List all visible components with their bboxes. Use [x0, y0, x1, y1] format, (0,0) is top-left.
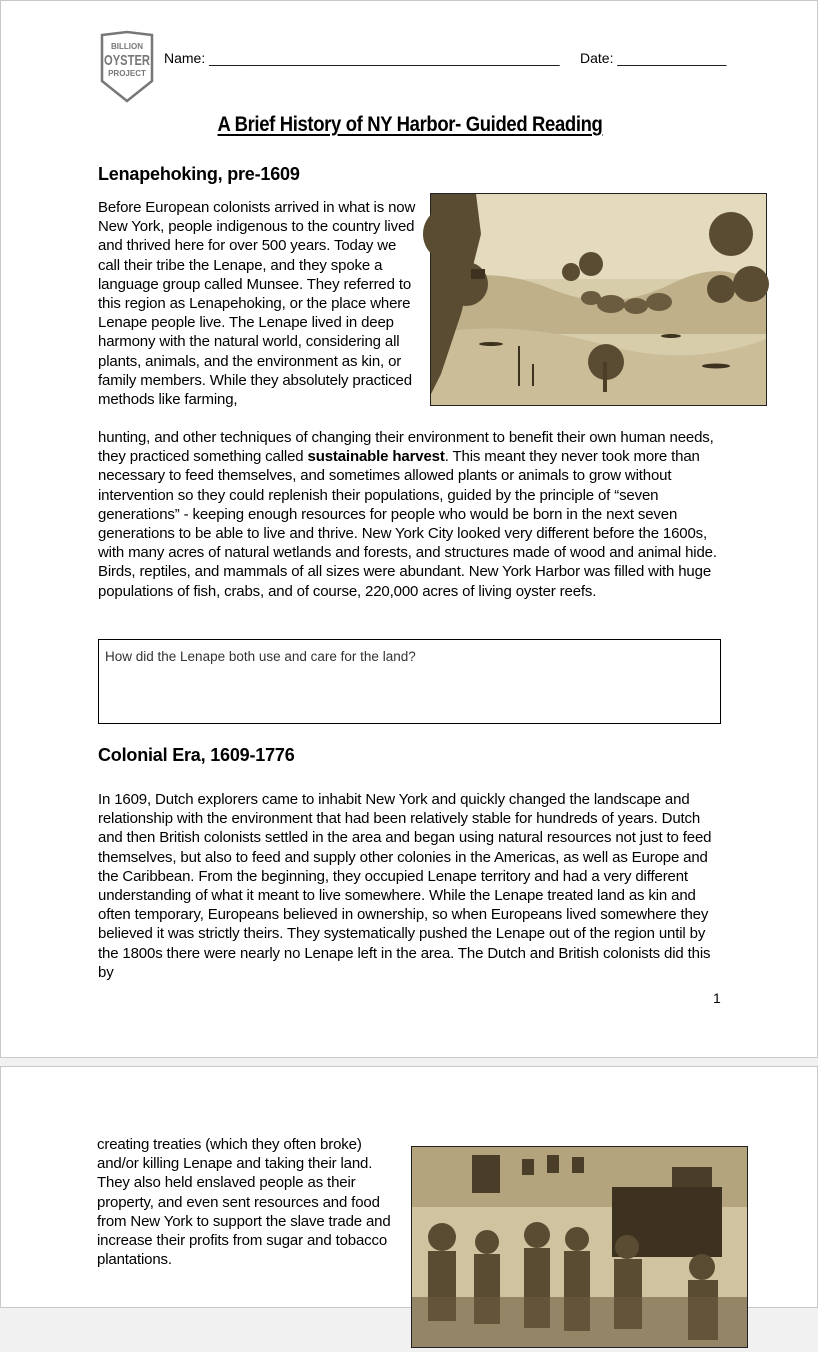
logo-text-billion: BILLION	[111, 42, 143, 51]
question-prompt: How did the Lenape both use and care for the land?	[105, 649, 416, 664]
page-title: A Brief History of NY Harbor- Guided Reading	[217, 113, 603, 136]
question-answer-box[interactable]	[98, 639, 721, 724]
logo-text-project: PROJECT	[108, 69, 146, 78]
date-field-label: Date: ______________	[580, 50, 727, 66]
section-heading-colonial-era: Colonial Era, 1609-1776	[98, 745, 295, 765]
section1-text-a: hunting, and other techniques of changing their environment to benefit their own human needs, they practiced something called	[98, 429, 714, 466]
billion-oyster-project-logo	[99, 31, 155, 103]
page2-paragraph: creating treaties (which they often broke) and/or killing Lenape and taking their land. They also held enslaved people as their property, and even sent resources and food from New York to support the slave trade and increase their profits from sugar and tobacco plantations.	[97, 1136, 391, 1269]
lenape-landscape-engraving	[430, 193, 767, 406]
sustainable-harvest-term: sustainable harvest	[307, 448, 445, 466]
name-field-label: Name: _____________________________________________	[164, 50, 560, 66]
section-heading-lenapehoking: Lenapehoking, pre-1609	[98, 164, 300, 184]
section1-paragraph-rest	[98, 428, 726, 601]
logo-text-oyster: OYSTER	[104, 52, 151, 69]
colonial-tavern-engraving	[411, 1146, 748, 1348]
section2-paragraph: In 1609, Dutch explorers came to inhabit New York and quickly changed the landscape and relationship with the environment that had been relatively stable for hundreds of years. Dutch and then British colonists settled in the area and began using natural resources not just to feed themselves, but also to feed and supply other colonies in the Americas, as well as Europe and the Caribbean. From the beginning, they occupied Lenape territory and had a very different understanding of what it meant to live somewhere. While the Lenape treated land as kin and often temporary, Europeans believed in ownership, so when Europeans lived somewhere they believed it was strictly theirs. They systematically pushed the Lenape out of the region until by the 1800s there were nearly no Lenape left in the area. The Dutch and British colonists did this by	[98, 791, 712, 981]
section1-paragraph-top: Before European colonists arrived in what is now New York, people indigenous to the country lived and thrived here for over 500 years. Today we call their tribe the Lenape, and they spoke a language group called Munsee. They referred to this region as Lenapehoking, or the place where Lenape people live. The Lenape lived in deep harmony with the natural world, considering all plants, animals, and the environment as kin, or family members. While they absolutely practiced methods like farming,	[98, 199, 416, 409]
page-number: 1	[713, 990, 721, 1006]
section1-text-b: . This meant they never took more than necessary to feed themselves, and sometimes allowed plants or animals to grow without intervention so they could replenish their populations, guided by the principle of “seven generations” - keeping enough resources for people who would be born in the next seven generations to be able to live and thrive. New York City looked very different before the 1600s, with many acres of natural wetlands and forests, and structures made of wood and animal hide. Birds, reptiles, and mammals of all sizes were abundant. New York Harbor was filled with huge populations of fish, crabs, and of course, 220,000 acres of living oyster reefs.	[98, 448, 717, 600]
